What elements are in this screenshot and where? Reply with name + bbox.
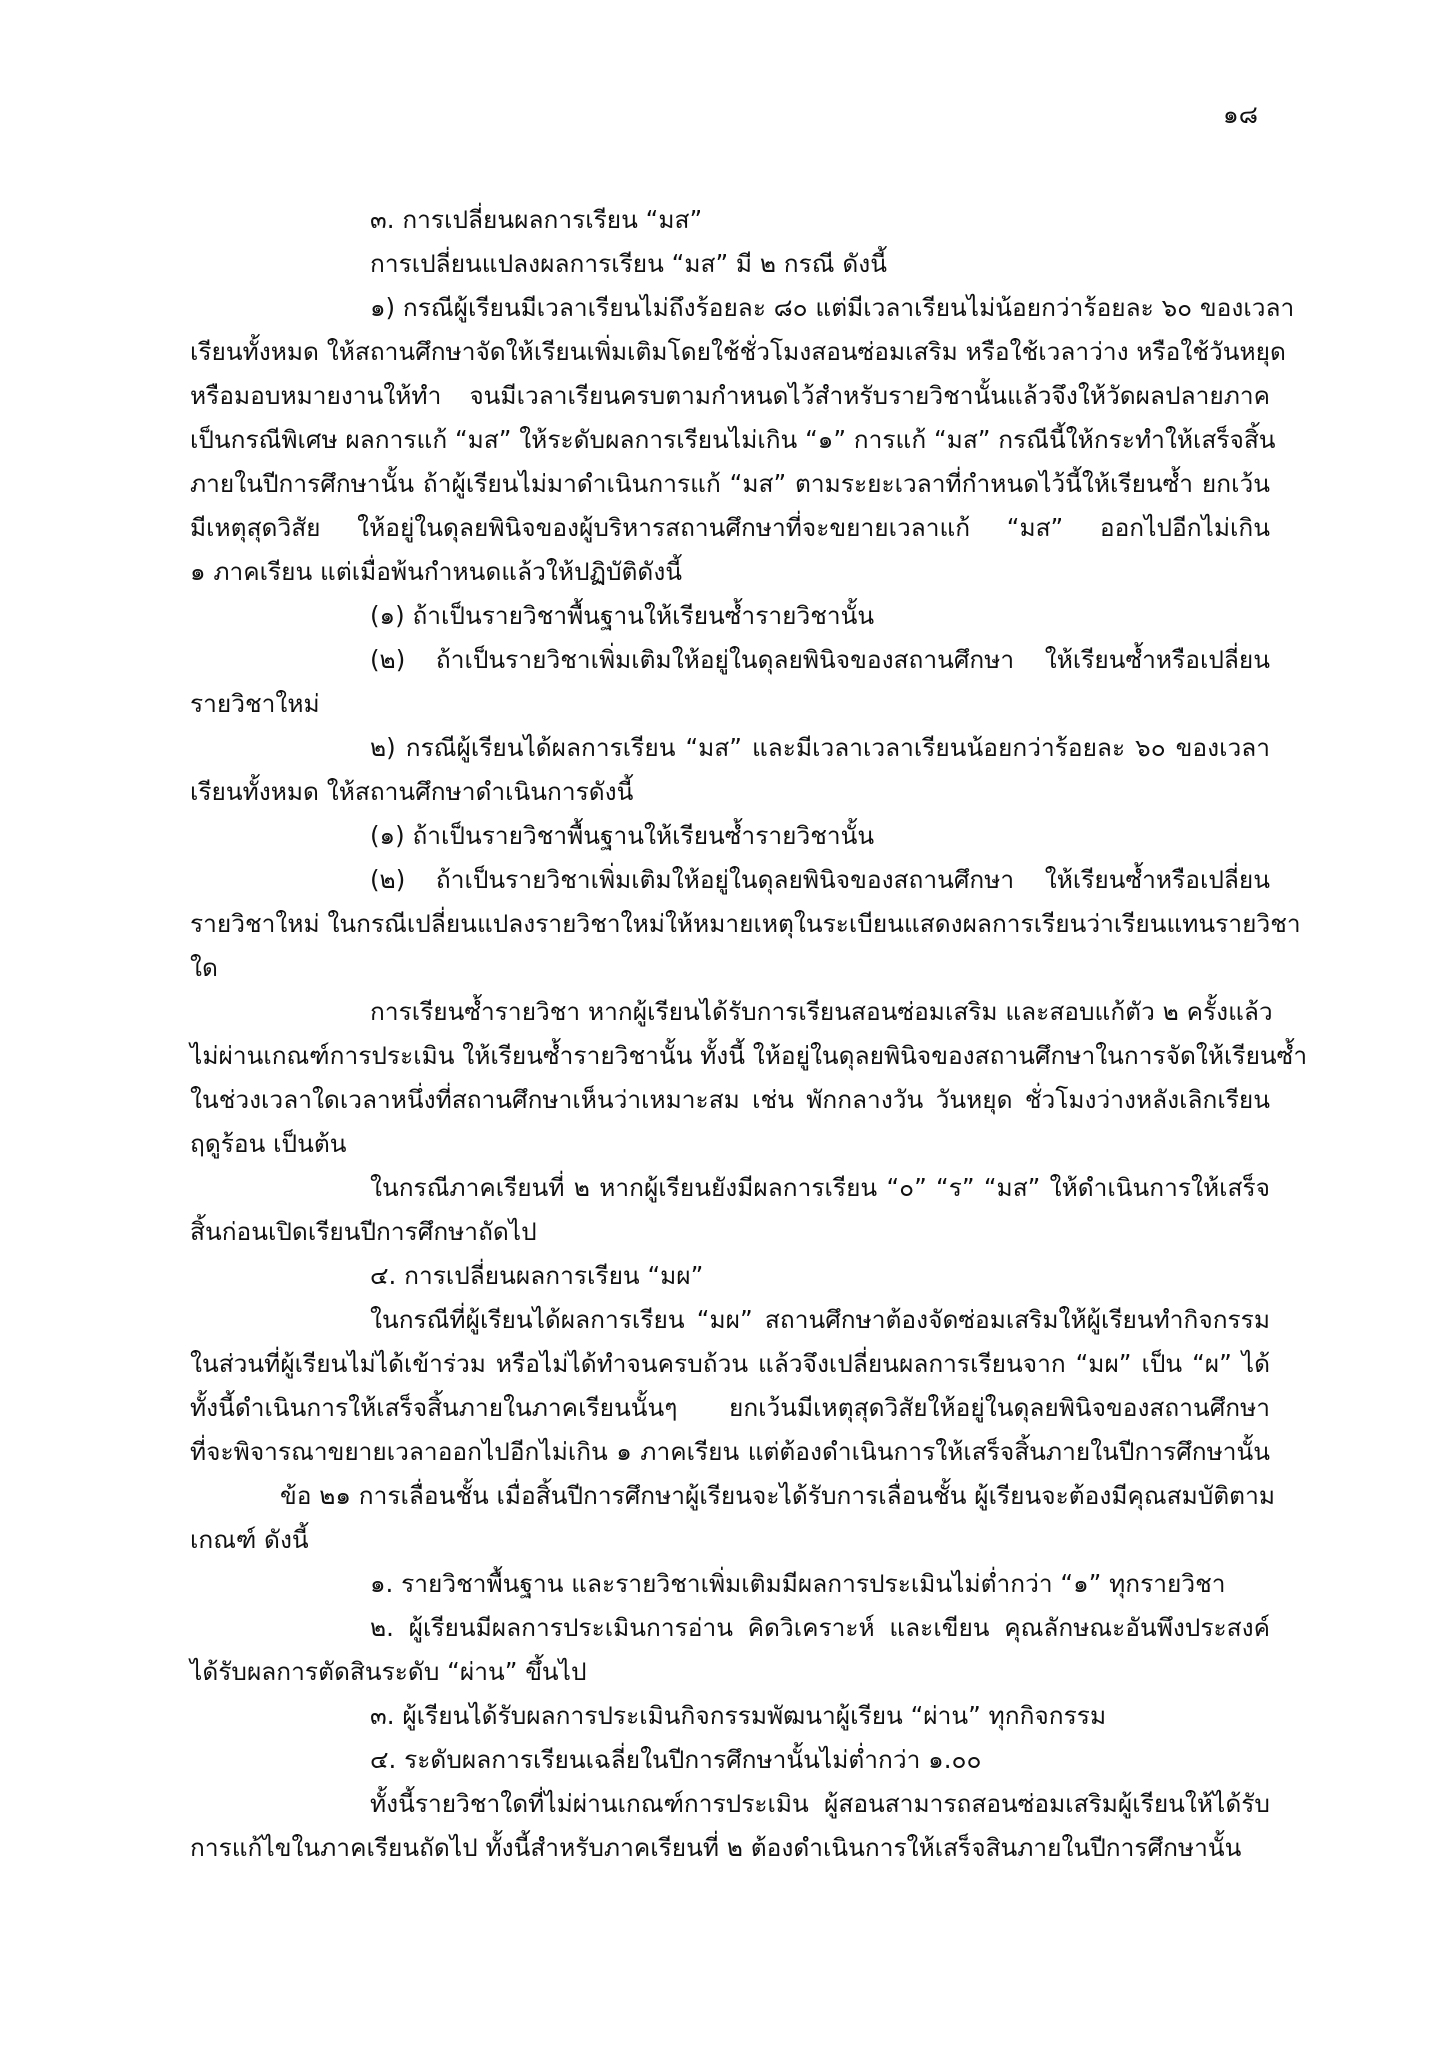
text-line: ได้รับผลการตัดสินระดับ “ผ่าน” ขึ้นไป (190, 1657, 587, 1686)
text-line: สิ้นก่อนเปิดเรียนปีการศึกษาถัดไป (190, 1217, 537, 1246)
page-number: ๑๘ (1222, 100, 1258, 129)
text-line: (๑) ถ้าเป็นรายวิชาพื้นฐานให้เรียนซ้ำรายวิชานั้น (370, 601, 875, 630)
text-line: รายวิชาใหม่ (190, 689, 320, 718)
text-line: การแก้ไขในภาคเรียนถัดไป ทั้งนี้สำหรับภาคเรียนที่ ๒ ต้องดำเนินการให้เสร็จสินภายในปีการศึกษานั้น (190, 1833, 1242, 1862)
text-line: ภายในปีการศึกษานั้น ถ้าผู้เรียนไม่มาดำเนินการแก้ “มส” ตามระยะเวลาที่กำหนดไว้นี้ให้เรียนซ้ำ ยกเว้น (190, 469, 1270, 498)
text-line: การเปลี่ยนแปลงผลการเรียน “มส” มี ๒ กรณี ดังนี้ (370, 249, 887, 278)
text-line: ๓. ผู้เรียนได้รับผลการประเมินกิจกรรมพัฒนาผู้เรียน “ผ่าน” ทุกกิจกรรม (370, 1701, 1107, 1730)
text-line: ๒. ผู้เรียนมีผลการประเมินการอ่าน คิดวิเคราะห์ และเขียน คุณลักษณะอันพึงประสงค์ (370, 1613, 1270, 1642)
text-line: ๑. รายวิชาพื้นฐาน และรายวิชาเพิ่มเติมมีผลการประเมินไม่ต่ำกว่า “๑” ทุกรายวิชา (370, 1569, 1226, 1598)
text-line: ใด (190, 953, 218, 982)
text-line: ในกรณีที่ผู้เรียนได้ผลการเรียน “มผ” สถานศึกษาต้องจัดซ่อมเสริมให้ผู้เรียนทำกิจกรรม (370, 1305, 1270, 1334)
text-line: ฤดูร้อน เป็นต้น (190, 1129, 347, 1158)
text-line: ๑ ภาคเรียน แต่เมื่อพ้นกำหนดแล้วให้ปฏิบัติดังนี้ (190, 557, 683, 586)
text-line: เรียนทั้งหมด ให้สถานศึกษาจัดให้เรียนเพิ่มเติมโดยใช้ชั่วโมงสอนซ่อมเสริม หรือใช้เวลาว่าง หรือใช้วันหยุด (190, 337, 1286, 366)
text-line: ข้อ ๒๑ การเลื่อนชั้น เมื่อสิ้นปีการศึกษาผู้เรียนจะได้รับการเลื่อนชั้น ผู้เรียนจะต้องมีคุณสมบัติตาม (280, 1481, 1276, 1510)
text-line: ทั้งนี้ดำเนินการให้เสร็จสิ้นภายในภาคเรียนนั้นๆ ยกเว้นมีเหตุสุดวิสัยให้อยู่ในดุลยพินิจของสถานศึกษา (190, 1393, 1270, 1422)
text-line: รายวิชาใหม่ ในกรณีเปลี่ยนแปลงรายวิชาใหม่ให้หมายเหตุในระเบียนแสดงผลการเรียนว่าเรียนแทนรายวิชา (190, 909, 1301, 938)
text-line: ในกรณีภาคเรียนที่ ๒ หากผู้เรียนยังมีผลการเรียน “๐” “ร” “มส” ให้ดำเนินการให้เสร็จ (370, 1173, 1270, 1202)
text-line: มีเหตุสุดวิสัย ให้อยู่ในดุลยพินิจของผู้บริหารสถานศึกษาที่จะขยายเวลาแก้ “มส” ออกไปอีกไม่เกิน (190, 513, 1270, 542)
text-line: ๑) กรณีผู้เรียนมีเวลาเรียนไม่ถึงร้อยละ ๘๐ แต่มีเวลาเรียนไม่น้อยกว่าร้อยละ ๖๐ ของเวลา (370, 293, 1295, 322)
text-line: ๓. การเปลี่ยนผลการเรียน “มส” (370, 205, 703, 234)
text-line: ๔. การเปลี่ยนผลการเรียน “มผ” (370, 1261, 704, 1290)
text-line: ๒) กรณีผู้เรียนได้ผลการเรียน “มส” และมีเวลาเวลาเรียนน้อยกว่าร้อยละ ๖๐ ของเวลา (370, 733, 1270, 762)
text-line: ทั้งนี้รายวิชาใดที่ไม่ผ่านเกณฑ์การประเมิน ผู้สอนสามารถสอนซ่อมเสริมผู้เรียนให้ได้รับ (370, 1789, 1270, 1818)
text-line: เป็นกรณีพิเศษ ผลการแก้ “มส” ให้ระดับผลการเรียนไม่เกิน “๑” การแก้ “มส” กรณีนี้ให้กระทำให้เสร็จสิ้น (190, 425, 1276, 454)
text-line: เรียนทั้งหมด ให้สถานศึกษาดำเนินการดังนี้ (190, 777, 634, 806)
text-line: หรือมอบหมายงานให้ทำ จนมีเวลาเรียนครบตามกำหนดไว้สำหรับรายวิชานั้นแล้วจึงให้วัดผลปลายภาค (190, 381, 1270, 410)
text-line: ๔. ระดับผลการเรียนเฉลี่ยในปีการศึกษานั้นไม่ต่ำกว่า ๑.๐๐ (370, 1745, 982, 1774)
text-line: ในส่วนที่ผู้เรียนไม่ได้เข้าร่วม หรือไม่ได้ทำจนครบถ้วน แล้วจึงเปลี่ยนผลการเรียนจาก “มผ” เป็น “ผ” ได้ (190, 1349, 1270, 1378)
text-line: ในช่วงเวลาใดเวลาหนึ่งที่สถานศึกษาเห็นว่าเหมาะสม เช่น พักกลางวัน วันหยุด ชั่วโมงว่างหลังเลิกเรียน (190, 1085, 1270, 1114)
text-line: (๒) ถ้าเป็นรายวิชาเพิ่มเติมให้อยู่ในดุลยพินิจของสถานศึกษา ให้เรียนซ้ำหรือเปลี่ยน (370, 645, 1270, 674)
text-line: ที่จะพิจารณาขยายเวลาออกไปอีกไม่เกิน ๑ ภาคเรียน แต่ต้องดำเนินการให้เสร็จสิ้นภายในปีการศึกษานั้น (190, 1437, 1270, 1466)
text-line: (๑) ถ้าเป็นรายวิชาพื้นฐานให้เรียนซ้ำรายวิชานั้น (370, 821, 875, 850)
text-line: การเรียนซ้ำรายวิชา หากผู้เรียนได้รับการเรียนสอนซ่อมเสริม และสอบแก้ตัว ๒ ครั้งแล้ว (370, 997, 1273, 1026)
text-line: ไม่ผ่านเกณฑ์การประเมิน ให้เรียนซ้ำรายวิชานั้น ทั้งนี้ ให้อยู่ในดุลยพินิจของสถานศึกษาในการจัดให้เรียนซ้ำ (190, 1041, 1308, 1070)
text-line: เกณฑ์ ดังนี้ (190, 1525, 309, 1554)
text-line: (๒) ถ้าเป็นรายวิชาเพิ่มเติมให้อยู่ในดุลยพินิจของสถานศึกษา ให้เรียนซ้ำหรือเปลี่ยน (370, 865, 1270, 894)
body-text (190, 198, 1308, 1870)
